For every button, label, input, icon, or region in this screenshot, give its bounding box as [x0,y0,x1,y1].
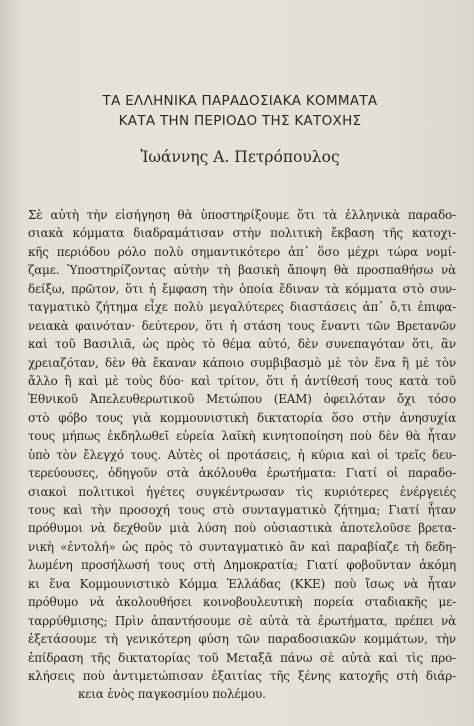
title-line-2: ΚΑΤΑ ΤΗΝ ΠΕΡΙΟΔΟ ΤΗΣ ΚΑΤΟΧΗΣ [118,113,362,129]
text-line: κῆς περιόδου ρόλο πολὺ σημαντικότερο ἀπ᾿ ὅσο μέχρι τώρα νομί- [28,244,456,259]
text-line: Σὲ αὐτὴ τὴν εἰσήγηση θὰ ὑποστηρίξουμε ὅτι τὰ ἑλληνικὰ παραδο- [28,208,456,222]
text-line: κλήσεις ποὺ ἀντιμετώπισαν ἐξαιτίας τῆς ξένης κατοχῆς στὴ διάρ- [28,668,456,683]
text-line: ταρρύθμισης; Πρὶν ἀπαντήσουμε σὲ αὐτὰ τὰ ἐρωτήματα, πρέπει νὰ [28,613,456,628]
author-name: Ἰωάννης Α. Πετρόπουλος [140,148,340,166]
text-line: σιακὰ κόμματα διαδραμάτισαν στὴν πολιτικὴ ἔκβαση τῆς κατοχι- [28,226,456,241]
text-line: ζαμε. Ὑποστηρίζοντας αὐτὴν τὴ βασικὴ ἄποψη θὰ προσπαθήσω νὰ [28,263,456,278]
text-line: σιακοὶ πολιτικοὶ ἡγέτες συγκέντρωσαν τὶς κυριότερες ἐνέργειές [28,484,456,499]
text-line: πρόθυμο νὰ ἀκολουθήσει κοινοβουλευτικὴ πορεία σταδιακῆς με- [28,595,456,610]
text-line: τους καὶ τὴν προσοχή τους στὸ συνταγματικὸ ζήτημα; Γιατί ἦταν [28,503,456,517]
text-line: δείξω, πρῶτον, ὅτι ἡ ἔμφαση τὴν ὁποία ἔδιναν τὰ κόμματα στὸ συν- [28,281,456,296]
text-line: ἐξετάσουμε τὴ γενικότερη φύση τῶν παραδοσιακῶν κομμάτων, τὴν [28,632,456,647]
text-line: ὑπὸ τὸν ἔλεγχό τους. Αὐτὲς οἱ προτάσεις, ἡ κύρια καὶ οἱ τρεῖς δευ- [28,447,456,462]
text-line: ταγματικὸ ζήτημα εἶχε πολὺ μεγαλύτερες διαστάσεις ἀπ᾿ ὅ,τι ἐπιφα- [28,300,456,315]
text-line: Ἐθνικοῦ Ἀπελευθερωτικοῦ Μετώπου (ΕΑΜ) ὀφειλόταν ὄχι τόσο [28,392,456,407]
text-line: χρειαζόταν, δὲν θὰ ἔκαναν κάποιο συμβιβασμὸ μὲ τὸν ἕνα ἢ μὲ τὸν [28,355,456,370]
text-line: ἄλλο ἢ καὶ μὲ τοὺς δύο· καὶ τρίτον, ὅτι ἡ ἀντίθεσή τους κατὰ τοῦ [28,373,456,388]
text-line: ἐπίδραση τῆς δικτατορίας τοῦ Μεταξᾶ πάνω σὲ αὐτὰ καὶ τὶς προ- [28,650,456,665]
text-line: πρόθυμοι νὰ δεχθοῦν μιὰ λύση ποὺ οὐσιαστικὰ ἀποτελοῦσε βρετα- [28,521,456,536]
text-line: νειακὰ φαινόταν· δεύτερον, ὅτι ἡ στάση τους ἔναντι τῶν Βρετανῶν [28,318,456,333]
body-paragraph [28,206,456,704]
text-line: τερεύουσες, ὁδηγοῦν στὰ ἀκόλουθα ἐρωτήματα: Γιατί οἱ παραδο- [28,466,456,481]
text-line: καὶ τοῦ Βασιλιᾶ, ὡς πρὸς τὸ θέμα αὐτό, δὲν συνεπαγόταν ὅτι, ἂν [28,337,456,352]
title-line-1: ΤΑ ΕΛΛΗΝΙΚΑ ΠΑΡΑΔΟΣΙΑΚΑ ΚΟΜΜΑΤΑ [102,93,378,109]
text-line-last: κεια ἑνὸς παγκοσμίου πολέμου. [78,687,266,702]
text-line: λωμένη προσήλωσή τους στὴ Δημοκρατία; Γιατί φοβοῦνταν ἀκόμη [28,558,456,573]
text-line: νικὴ «ἐντολή» ὡς πρὸς τὸ συνταγματικὸ ἂν καὶ παραβίαζε τὴ δεδη- [28,539,456,554]
text-line: κι ἕνα Κομμουνιστικὸ Κόμμα Ἑλλάδας (ΚΚΕ) ποὺ ἴσως νὰ ἦταν [28,576,456,591]
text-line: στὸ φόβο τους γιὰ κομμουνιστικὴ δικτατορία ὅσο στὴν ἀνησυχία [28,410,456,425]
text-line: τους μήπως ἐκδηλωθεῖ εὐρεία λαϊκὴ κινητοποίηση ποὺ δὲν θὰ ἦταν [28,429,456,444]
